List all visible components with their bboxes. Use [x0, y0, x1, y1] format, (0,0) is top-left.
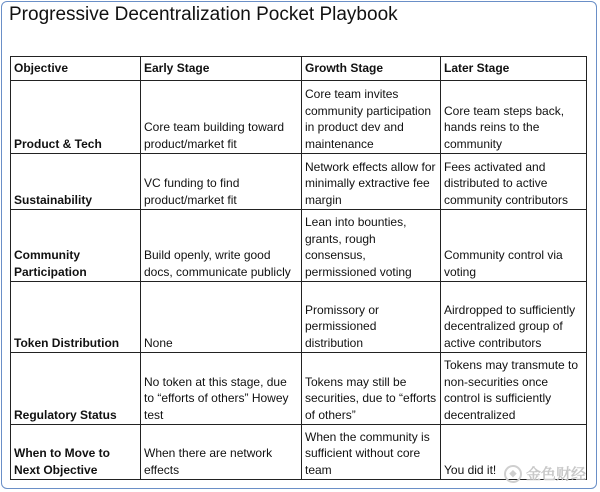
page-title: Progressive Decentralization Pocket Playbook — [9, 4, 398, 25]
early-stage-cell: No token at this stage, due to “efforts of others” Howey test — [141, 353, 302, 425]
objective-cell: When to Move to Next Objective — [11, 425, 141, 480]
header-later-stage: Later Stage — [441, 57, 587, 81]
table-row — [11, 210, 587, 282]
objective-cell: Sustainability — [11, 154, 141, 210]
table-row — [11, 353, 587, 425]
header-growth-stage: Growth Stage — [302, 57, 441, 81]
growth-stage-cell: When the community is sufficient without core team — [302, 425, 441, 480]
early-stage-cell: VC funding to find product/market fit — [141, 154, 302, 210]
early-stage-cell: When there are network effects — [141, 425, 302, 480]
watermark-text: 金色财经 — [525, 466, 586, 483]
objective-cell: Community Participation — [11, 210, 141, 282]
early-stage-cell: Core team building toward product/market fit — [141, 81, 302, 154]
growth-stage-cell: Promissory or permissioned distribution — [302, 282, 441, 353]
later-stage-cell: Core team steps back, hands reins to the community — [441, 81, 587, 154]
objective-cell: Product & Tech — [11, 81, 141, 154]
early-stage-cell: Build openly, write good docs, communicate publicly — [141, 210, 302, 282]
later-stage-cell: Fees activated and distributed to active community contributors — [441, 154, 587, 210]
early-stage-cell: None — [141, 282, 302, 353]
table-row — [11, 425, 587, 480]
playbook-table — [10, 56, 587, 480]
growth-stage-cell: Network effects allow for minimally extractive fee margin — [302, 154, 441, 210]
table-header-row — [11, 57, 587, 81]
header-objective: Objective — [11, 57, 141, 81]
later-stage-cell: Community control via voting — [441, 210, 587, 282]
watermark — [504, 463, 586, 484]
objective-cell: Token Distribution — [11, 282, 141, 353]
later-stage-cell: Tokens may transmute to non-securities once control is sufficiently decentralized — [441, 353, 587, 425]
growth-stage-cell: Lean into bounties, grants, rough consensus, permissioned voting — [302, 210, 441, 282]
table-row — [11, 282, 587, 353]
jinse-logo-icon: ◆ — [504, 465, 522, 483]
objective-cell: Regulatory Status — [11, 353, 141, 425]
growth-stage-cell: Core team invites community participation in product dev and maintenance — [302, 81, 441, 154]
later-stage-cell: You did it! — [441, 425, 587, 480]
header-early-stage: Early Stage — [141, 57, 302, 81]
table-row — [11, 154, 587, 210]
later-stage-cell: Airdropped to sufficiently decentralized group of active contributors — [441, 282, 587, 353]
table-row — [11, 81, 587, 154]
growth-stage-cell: Tokens may still be securities, due to “efforts of others” — [302, 353, 441, 425]
